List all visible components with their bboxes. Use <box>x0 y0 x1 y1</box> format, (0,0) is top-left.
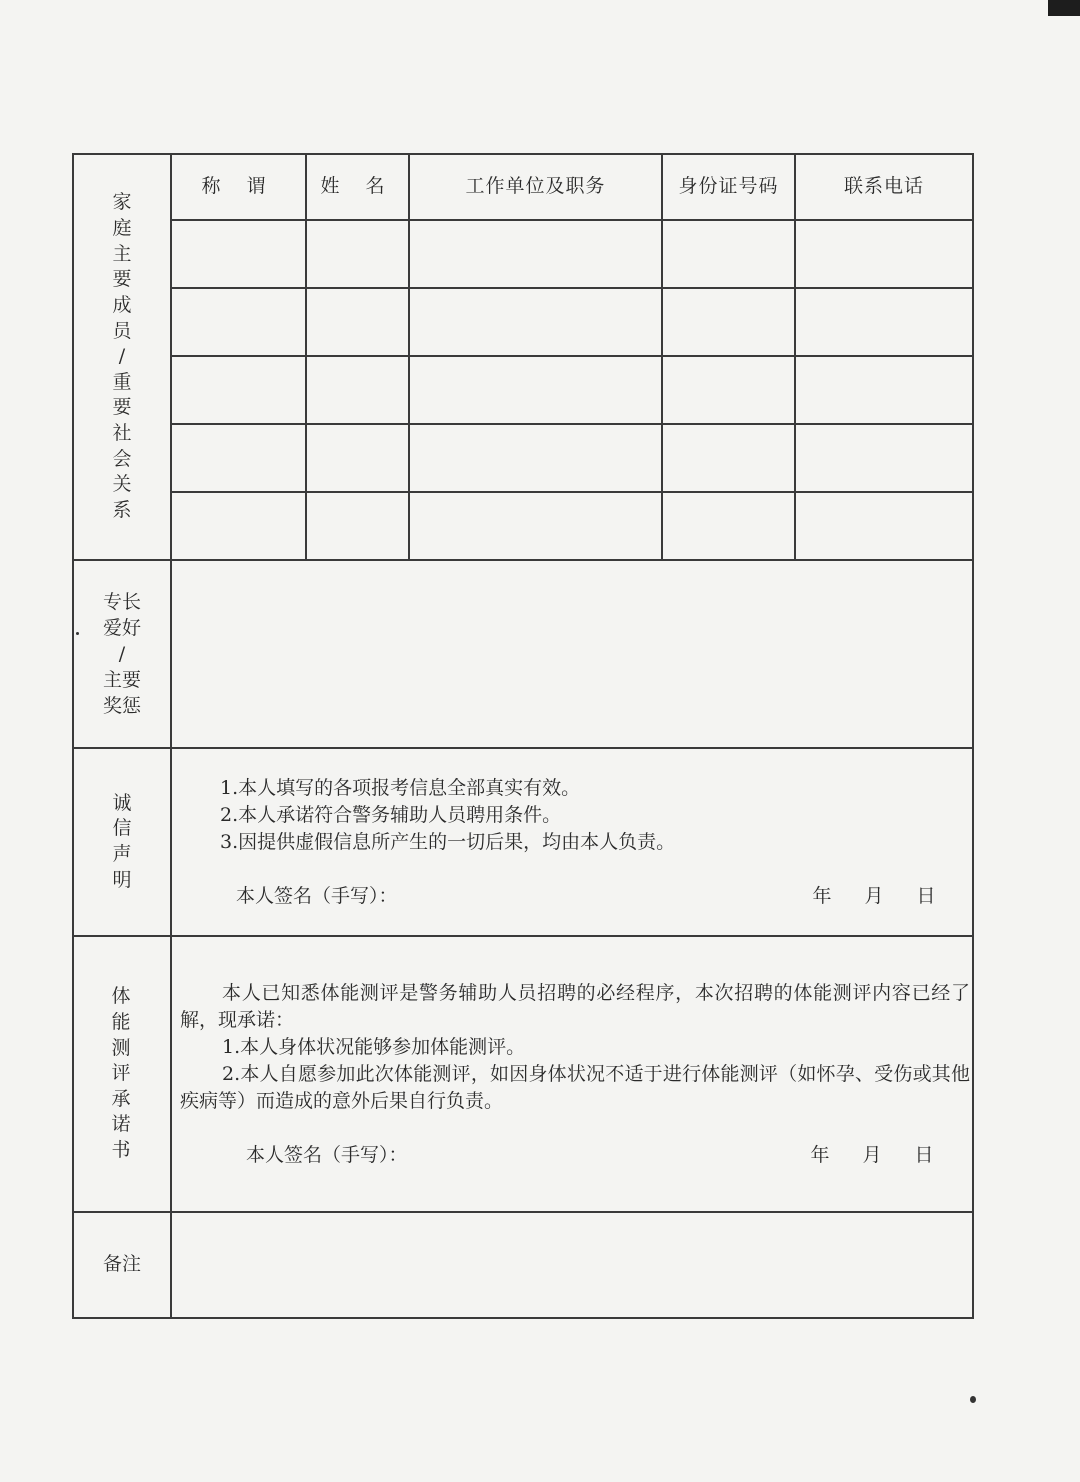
header-phone: 联系电话 <box>795 154 973 220</box>
label-char: 社 <box>112 422 132 445</box>
family-section-label <box>73 154 171 560</box>
label-char: 重 <box>112 370 132 393</box>
label-char: 明 <box>112 868 132 891</box>
label-char: 主 <box>112 242 132 265</box>
integrity-signature-row <box>220 884 968 910</box>
relation-field[interactable] <box>171 220 306 288</box>
label-char: / <box>118 345 126 368</box>
remark-row <box>73 1212 973 1318</box>
family-member-row <box>73 356 973 424</box>
header-name: 姓 名 <box>306 154 409 220</box>
scan-speck <box>970 1396 976 1403</box>
relation-field[interactable] <box>171 288 306 356</box>
date-day: 日 <box>916 884 936 907</box>
work-unit-field[interactable] <box>409 288 662 356</box>
family-member-row <box>73 288 973 356</box>
name-field[interactable] <box>306 288 409 356</box>
label-char: 爱好 <box>102 617 141 639</box>
remark-section-label: 备注 <box>73 1212 171 1318</box>
date-year: 年 <box>812 884 832 907</box>
fitness-row <box>73 936 973 1212</box>
fitness-pledge <box>171 936 973 1212</box>
label-char: 主要 <box>102 669 141 691</box>
name-field[interactable] <box>306 492 409 560</box>
signature-label: 本人签名（手写）： <box>246 1143 408 1166</box>
id-number-field[interactable] <box>662 424 795 492</box>
family-member-row <box>73 424 973 492</box>
id-number-field[interactable] <box>662 288 795 356</box>
id-number-field[interactable] <box>662 356 795 424</box>
label-char: 专长 <box>102 591 141 613</box>
label-char: 奖惩 <box>102 695 141 717</box>
label-char: 成 <box>112 293 132 316</box>
hobby-field[interactable] <box>171 560 973 748</box>
scan-edge-mark <box>1048 0 1080 16</box>
date-year: 年 <box>810 1143 830 1166</box>
label-char: 承 <box>111 1087 131 1110</box>
signature-label: 本人签名（手写）： <box>236 884 398 907</box>
relation-field[interactable] <box>171 492 306 560</box>
declaration-line: 2.本人承诺符合警务辅助人员聘用条件。 <box>220 803 562 826</box>
id-number-field[interactable] <box>662 492 795 560</box>
label-char: 系 <box>112 499 132 522</box>
label-char: 体 <box>111 985 131 1008</box>
date-fields <box>794 1143 950 1169</box>
family-member-row <box>73 492 973 560</box>
relation-field[interactable] <box>171 356 306 424</box>
pledge-item: 1.本人身体状况能够参加体能测评。 <box>222 1035 526 1058</box>
remark-field[interactable] <box>171 1212 973 1318</box>
declaration-line: 1.本人填写的各项报考信息全部真实有效。 <box>220 776 581 799</box>
name-field[interactable] <box>306 424 409 492</box>
phone-field[interactable] <box>795 424 973 492</box>
date-month: 月 <box>864 884 884 907</box>
label-char: 声 <box>112 843 132 865</box>
integrity-row <box>73 748 973 936</box>
id-number-field[interactable] <box>662 220 795 288</box>
work-unit-field[interactable] <box>409 492 662 560</box>
header-relation: 称 谓 <box>171 154 306 220</box>
fitness-section-label <box>73 936 171 1212</box>
name-field[interactable] <box>306 356 409 424</box>
hobby-row <box>73 560 973 748</box>
integrity-declaration <box>171 748 973 936</box>
phone-field[interactable] <box>795 492 973 560</box>
label-char: 评 <box>111 1062 131 1085</box>
phone-field[interactable] <box>795 356 973 424</box>
label-char: 要 <box>112 396 132 419</box>
label-char: 能 <box>111 1010 131 1033</box>
fitness-signature-row <box>180 1143 970 1169</box>
phone-field[interactable] <box>795 220 973 288</box>
family-member-row <box>73 220 973 288</box>
label-char: 测 <box>111 1036 131 1059</box>
registration-form-table <box>72 153 974 1319</box>
date-month: 月 <box>862 1143 882 1166</box>
label-char: 员 <box>112 319 132 342</box>
header-work-unit: 工作单位及职务 <box>409 154 662 220</box>
date-fields <box>796 884 952 910</box>
label-char: 书 <box>111 1139 131 1162</box>
label-char: 诺 <box>111 1113 131 1136</box>
work-unit-field[interactable] <box>409 356 662 424</box>
family-header-row <box>73 154 973 220</box>
label-char: 会 <box>112 447 132 470</box>
label-char: 家 <box>112 191 132 214</box>
label-char: 要 <box>112 268 132 291</box>
pledge-item: 2.本人自愿参加此次体能测评，如因身体状况不适于进行体能测评（如怀孕、受伤或其他疾病等）而造成的意外后果自行负责。 <box>180 1062 970 1112</box>
phone-field[interactable] <box>795 288 973 356</box>
work-unit-field[interactable] <box>409 424 662 492</box>
pledge-intro: 本人已知悉体能测评是警务辅助人员招聘的必经程序，本次招聘的体能测评内容已经了解，现承诺： <box>180 981 970 1031</box>
label-char: 诚 <box>112 791 132 814</box>
label-char: 庭 <box>112 216 132 239</box>
relation-field[interactable] <box>171 424 306 492</box>
header-id-number: 身份证号码 <box>662 154 795 220</box>
name-field[interactable] <box>306 220 409 288</box>
label-char: / <box>118 643 126 665</box>
declaration-line: 3.因提供虚假信息所产生的一切后果，均由本人负责。 <box>220 830 676 853</box>
hobby-section-label <box>73 560 171 748</box>
work-unit-field[interactable] <box>409 220 662 288</box>
label-char: 信 <box>112 817 132 840</box>
label-char: 关 <box>112 473 132 496</box>
integrity-section-label <box>73 748 171 936</box>
date-day: 日 <box>914 1143 934 1166</box>
